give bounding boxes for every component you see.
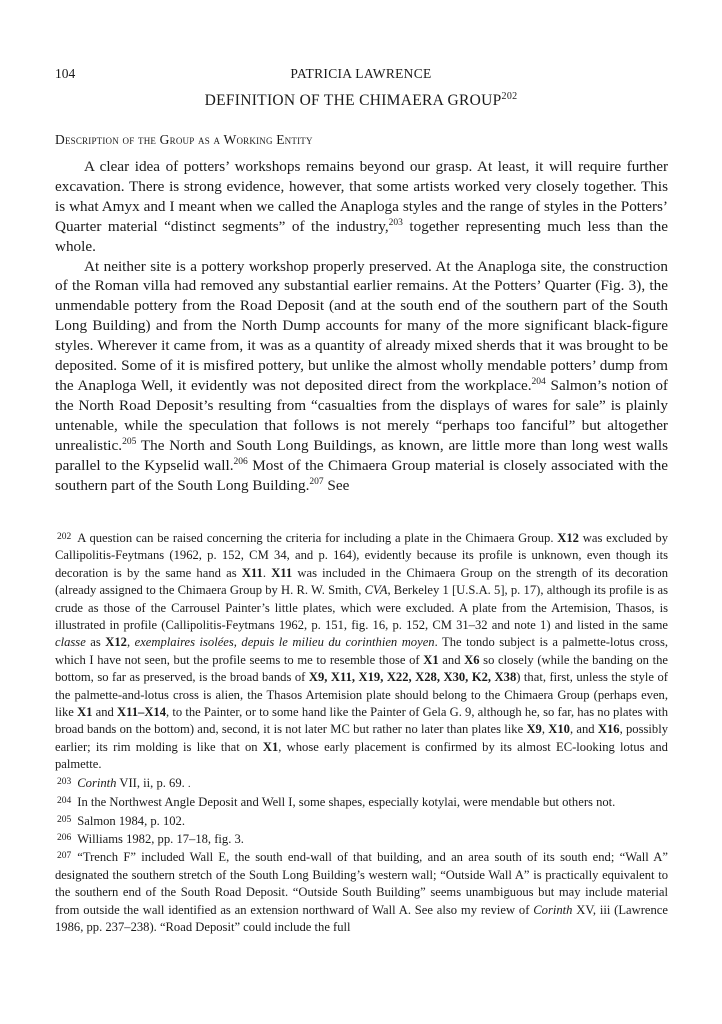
text-run: ,	[541, 722, 549, 737]
footnote-number: 206	[57, 832, 72, 843]
text-run: and	[438, 652, 465, 667]
footnote-ref[interactable]: 202	[501, 91, 518, 102]
text-run: , and	[569, 722, 598, 737]
italic-run: Corinth	[533, 902, 573, 917]
italic-run: Corinth	[77, 775, 117, 790]
catalog-ref: X10	[548, 722, 570, 737]
footnote-202	[55, 529, 668, 774]
footnote-205	[55, 812, 668, 830]
text-run: , whose early placement is confirmed by its almost EC-looking lotus and palmette.	[55, 739, 668, 772]
footnote-ref[interactable]: 203	[388, 217, 403, 228]
catalog-ref: X6	[464, 652, 480, 667]
text-run: was excluded by Callipolitis-Feytmans (1962, p. 152, CM 34, and p. 164), evidently because its profile is unknown, even though its decoration is by the same hand as	[55, 531, 668, 580]
footnote-ref[interactable]: 207	[309, 476, 324, 487]
footnote-number: 203	[57, 776, 72, 787]
footnotes	[55, 529, 668, 936]
text-run: ,	[126, 635, 135, 650]
catalog-ref: X9	[526, 722, 542, 737]
text-run: , Berkeley 1 [U.S.A. 5], p. 17), although its profile is as crude as those of the Carrousel Painter’s little plates, which were excluded. A plate from the Artemision, Thasos, is illustrated in profile (Callipolitis-Feytmans 1962, p. 151, fig. 16, p. 152, CM 31–32 and note 1) and listed in the same	[55, 583, 668, 633]
footnote-number: 202	[57, 532, 72, 542]
text-run: so closely (while the banding on the bottom, so far as preserved, is the broad bands of	[55, 652, 668, 685]
text-run: ) that, first, unless the style of the palmette-and-lotus cross is alien, the Thasos Artemision plate should belong to the Chimaera Group (perhaps even, like	[55, 670, 669, 720]
catalog-ref: X16	[597, 722, 620, 737]
catalog-ref: X12	[105, 635, 127, 650]
section-heading: Description of the Group as a Working Entity	[55, 132, 313, 147]
page-title-text: DEFINITION OF THE CHIMAERA GROUP	[204, 92, 502, 109]
paragraph	[55, 257, 668, 496]
text-run: See	[323, 476, 350, 494]
text-run: Salmon’s notion of the North Road Deposit’s resulting from “casualties from the displays of wares for sale” is plainly untenable, while the speculation that follows is not merely “perhaps too fanciful” but altogether unrealistic.	[55, 376, 668, 454]
footnote-number: 207	[57, 851, 72, 862]
stray-mark: .	[187, 778, 191, 790]
footnote-number: 204	[57, 796, 72, 807]
text-run: , possibly earlier; its rim molding is like that on	[55, 722, 668, 754]
text-run: , to the Painter, or to some hand like the Painter of Gela G. 9, although he, so far, has no plates with broad bands on the bottom) and, second, it is not later MC but rather no later than plates like	[55, 705, 669, 737]
footnote-number: 205	[57, 814, 72, 825]
text-run: . The tondo subject is a palmette-lotus cross, which I have not seen, but the profile seems to me to resemble those of	[55, 635, 668, 667]
footnote-207	[55, 848, 668, 936]
running-head: PATRICIA LAWRENCE	[290, 66, 432, 81]
page-number: 104	[55, 66, 76, 81]
text-run: Most of the Chimaera Group material is closely associated with the southern part of the South Long Building.	[55, 456, 668, 494]
italic-run: exemplaires isolées, depuis le milieu du corinthien moyen	[134, 635, 435, 650]
catalog-ref: X1	[262, 739, 279, 754]
italic-run: CVA	[364, 583, 388, 598]
catalog-ref: X11	[271, 565, 293, 580]
footnote-204	[55, 793, 668, 811]
catalog-ref: X11–X14	[117, 705, 167, 720]
footnote-ref[interactable]: 206	[233, 456, 248, 467]
text-run: A question can be raised concerning the criteria for including a plate in the Chimaera Group.	[77, 531, 558, 545]
text-run: XV, iii (Lawrence 1986, pp. 237–238). “Road Deposit” could include the full	[55, 902, 668, 934]
catalog-ref: X9, X11, X19, X22, X28, X30, K2, X38	[308, 670, 517, 685]
text-run: The North and South Long Buildings, as known, are little more than long west walls parallel to the Kypselid wall.	[55, 436, 668, 474]
footnote-203	[55, 774, 668, 793]
catalog-ref: X1	[77, 705, 93, 720]
footnote-ref[interactable]: 204	[531, 376, 546, 387]
catalog-ref: X1	[423, 652, 439, 667]
text-run: was included in the Chimaera Group on the strength of its decoration (already assigned to the Chimaera Group by H. R. W. Smith,	[55, 565, 669, 598]
text-run: together representing much less than the whole.	[55, 217, 668, 255]
text-run: and	[92, 705, 118, 720]
page-title	[0, 91, 722, 110]
catalog-ref: X11	[241, 565, 263, 580]
text-run: Williams 1982, pp. 17–18, fig. 3.	[77, 831, 244, 846]
text-run: A clear idea of potters’ workshops remains beyond our grasp. At least, it will require further excavation. There is strong evidence, however, that some artists worked very closely together. This is what Amyx and I meant when we called the Anaploga styles and the range of styles in the Potters’ Quarter material “distinct segments” of the industry,	[55, 158, 668, 235]
text-run: VII, ii, p. 69.	[116, 775, 185, 790]
text-run: .	[262, 565, 272, 580]
italic-run: classe	[55, 635, 86, 650]
text-run: “Trench F” included Wall E, the south end-wall of that building, and an area south of its south end; “Wall A” designated the southern stretch of the South Long Building’s western wall; “Outside Wall A” is practically equivalent to the southern end of the South Road Deposit. “Outside South Building” seems unambiguous but may include material from outside the wall identified as an extension northward of Wall A. See also my review of	[55, 850, 668, 917]
footnote-206	[55, 830, 668, 848]
paragraph	[55, 157, 668, 257]
text-run: In the Northwest Angle Deposit and Well I, some shapes, especially kotylai, were mendable but others not.	[77, 795, 616, 810]
text-run: Salmon 1984, p. 102.	[77, 813, 185, 828]
body-text	[55, 157, 668, 495]
catalog-ref: X12	[557, 531, 579, 545]
text-run: as	[85, 635, 106, 650]
footnote-ref[interactable]: 205	[122, 436, 137, 447]
text-run: At neither site is a pottery workshop properly preserved. At the Anaploga site, the construction of the Roman villa had removed any substantial earlier remains. At the Potters’ Quarter (Fig. 3), the unmendable pottery from the Road Deposit (and at the south end of the southern part of the South Long Building) and from the North Dump accounts for many of the more significant black-figure styles. Wherever it came from, it was as a quantity of already mixed sherds that it was brought to be deposited. Some of it is misfired pottery, but unlike the almost wholly mendable potters’ dump from the Anaploga Well, it evidently was not deposited direct from the workplace.	[55, 257, 668, 394]
